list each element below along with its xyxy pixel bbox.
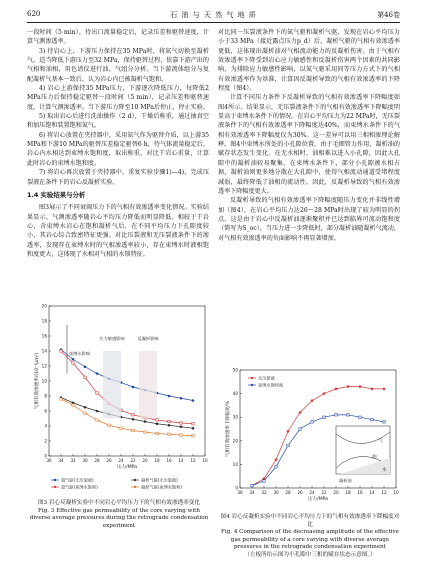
data-point [72,404,74,406]
figure-3-caption [27,500,211,530]
data-point [311,399,314,402]
y-tick-label: 12 [41,363,47,369]
data-point [132,418,135,421]
y-tick-label: 2 [44,438,47,444]
x-tick-label: 36 [46,458,52,463]
x-tick-label: 16 [357,490,363,495]
right-column [218,28,400,243]
data-point [168,420,170,422]
legend-marker [134,479,136,481]
legend-marker [251,377,253,379]
data-point [347,385,350,388]
data-point [371,388,374,391]
paragraph: 6) 将岩心放置在夹持器中，采用氮气作为驱替介质，以上游35 MPa和下游10 MPa的驱替压差稳定驱替6 h，待气体流量稳定后，岩心内水相达到束缚水饱和度，取出称重，对比干岩心重量，计算此时岩心的束缚水饱和度。 [27,131,209,167]
x-tick-label: 34 [58,458,64,463]
x-tick-label: 14 [178,458,184,463]
data-point [132,429,134,431]
x-tick-label: 28 [285,490,291,495]
data-point [359,385,362,388]
x-tick-label: 14 [369,490,375,495]
y-tick-label: 0 [44,453,47,459]
data-point [156,422,159,425]
y-tick-label: 14 [41,348,47,354]
paragraph: 对比同一压裂液条件下的氮气驱和凝析气驱，发现在岩心平均压力小于33 MPa（接近露点压力p_d）后，凝析气驱的气相有效渗透率更低，这体现出凝析油对气相流动能力的反凝析伤害。由于气相有效渗透率下降受到岩心应力敏感性和反凝析伤害两个因素的共同影响，为排除应力敏感性影响，以氮气驱采用同等压力方式下的气相有效渗透率作为基准，计算因反凝析导致的气相有效渗透率的下降程度（图4）。 [218,29,400,93]
data-point [371,418,373,420]
data-point [180,422,182,424]
data-point [156,419,158,421]
legend-label: 氮气驱(束缚水饱和) [61,484,98,490]
annotation-band [103,351,121,419]
figure-4-chart [218,364,402,514]
page-header [27,10,400,22]
data-point [335,414,337,416]
inset-label-gas: 气 [378,439,383,444]
data-point [180,397,183,400]
data-point [287,430,290,433]
volume-label: 第46卷 [377,11,400,19]
x-tick-label: 20 [333,490,339,495]
data-point [383,388,386,391]
paragraph: 图3展示了不同衰竭压力下的气相有效渗透率变化情况。实验结果显示，气测渗透率随岩心平均压力降低而明显降低。相较于干岩心，含束缚水岩心在饱和凝析气后，在不同平均压力下孔隙度较小，其岩心综合致密特征更强。对比压裂液和无压裂液条件下的渗透率，发现存在束缚水时的气相渗透率较小，存在束缚水时液相饱和度更大，这体现了水相对气相的水锁特征。 [27,204,209,258]
paragraph: 7) 将岩心再次放置于夹持器中，重复实验步骤1)—4)，完成压裂液在条件下的岩心反凝析实验。 [27,169,209,186]
data-point [60,398,62,400]
legend-marker [54,486,56,488]
y-axis-label: 气相有效渗透率/(10⁻³μm²) [35,352,40,410]
y-tick-label: 40 [232,391,238,397]
data-point [263,480,265,482]
figure-4-note: （左板所给示图为小孔隙中三相的赋存状态示意图。） [244,551,376,558]
data-point [180,425,183,428]
data-point [96,392,98,394]
data-point [84,406,87,409]
legend-label: 凝析气驱(束缚水饱和) [141,484,182,490]
data-point [323,416,325,418]
x-tick-label: 16 [166,458,172,463]
data-point [168,424,171,427]
annotation-band [139,351,157,419]
y-tick-label: 20 [41,303,47,309]
x-tick-label: 12 [190,458,196,463]
data-point [192,435,194,437]
series-line [61,351,193,424]
data-point [192,423,194,425]
data-point [84,412,86,414]
x-tick-label: 32 [70,458,76,463]
page-number: 620 [27,10,41,18]
figure-3-caption-cn: 图3 岩心反凝析实验中不同岩心平均压力下的气相有效渗透率变化 [38,500,200,506]
y-tick-label: 30 [232,414,238,420]
header-rule [27,22,400,23]
left-column [27,28,209,259]
annotation-label: 应力敏感影响 [99,335,125,341]
x-tick-label: 18 [345,490,351,495]
figure-4-caption-en: Fig. 4 Comparison of the decreasing amplitude of the effective gas permeability of a core varying with diverse average pressures in the retrograde condensation experiment [221,529,399,551]
x-tick-label: 20 [142,458,148,463]
figure-3-caption-en: Fig. 3 Effective gas permeability of the core varying with diverse average pressures during the retrograde condensation experiment [29,507,209,529]
x-axis-label: 压力/MPa [116,465,138,470]
data-point [347,414,349,416]
y-tick-label: 20 [232,438,238,444]
data-point [251,484,253,486]
legend-marker [54,479,56,481]
series-line [61,398,193,429]
legend-label: 凝析气驱(无压裂液) [141,477,178,483]
data-point [96,419,98,421]
data-point [168,395,171,398]
figure-3-chart [27,300,211,500]
data-point [84,376,86,378]
y-tick-label: 50 [232,367,238,373]
section-title: 1.4 实验结果与分析 [27,190,86,199]
data-point [96,372,99,375]
data-point [96,410,99,413]
data-point [299,411,302,414]
legend-marker [134,486,136,488]
x-axis-label: 压力/MPa [307,497,329,502]
data-point [192,427,195,430]
x-tick-label: 30 [273,490,279,495]
x-tick-label: 34 [249,490,255,495]
data-point [156,432,158,434]
data-point [180,434,182,436]
y-axis-label: 气相有效渗透率下降幅度/% [226,400,231,458]
data-point [132,414,134,416]
x-tick-label: 36 [237,490,243,495]
series-line [61,350,193,401]
data-point [84,365,87,368]
y-tick-label: 16 [41,333,47,339]
annotation-label: 反凝析影响 [137,335,159,341]
x-tick-label: 24 [309,490,315,495]
y-tick-label: 8 [44,393,47,399]
y-tick-label: 18 [41,318,47,324]
data-point [359,416,361,418]
data-point [144,420,147,423]
x-tick-label: 10 [393,490,399,495]
annotation-label: 束缚水影响 [69,350,90,356]
series-line [61,399,193,436]
paragraph: 计算不同压力条件下反凝析导致的气相有效渗透率下降幅度如图4所示。结果显示，无压裂液条件下的气相有效渗透率下降幅度明显高于束缚水条件下的情况。在岩心平均压力为22 MPa时，无压裂液条件下的气相有效渗透率下降幅度达40%，而束缚水条件下的气相有效渗透率下降幅度仅为30%。这一差异可以用三相相渗理论解释。图4中束缚水所处的小孔隙位置，由于毛细管力作用，凝析油的赋存状态发生变化。在无水相时，油相难以进入小孔隙，因此大孔隙中的凝析油较易聚集，在束缚水条件下，部分小孔隙被水相占据，凝析油则更多地分散在大孔隙中，使得气相流动通道受堵程度减弱，最终降低了油相的流动性。因此，反凝析导致的气相有效渗透率下降幅度更大。 [218,94,400,195]
legend-label: 无压裂液 [258,375,275,381]
data-point [132,386,135,389]
paragraph: 一段时间（5 min），待出口流量稳定后，记录压差和驱替速度，计算气测渗透率。 [27,29,209,46]
x-tick-label: 28 [94,458,100,463]
data-point [275,458,278,461]
data-point [72,358,75,361]
x-tick-label: 26 [297,490,303,495]
inset-label-oil: 油 [372,455,377,460]
x-tick-label: 18 [154,458,160,463]
x-tick-label: 10 [202,458,208,463]
data-point [72,362,74,364]
figure-4-caption [218,514,402,560]
x-tick-label: 26 [106,458,112,463]
y-tick-label: 4 [44,423,47,429]
y-tick-label: 10 [41,378,47,384]
data-point [144,431,146,433]
legend-label: 氮气驱(无压裂液) [61,477,94,483]
paragraph: 3) 待岩心上、下游压力保持在35 MPa时，将氮气切换至凝析气。适当降低下游压力至32 MPa，保持驱替过程，依靠下游产出的气相和油相，用色谱仪进行油、气组分分析。当下游流体组分与复配凝析气基本一致后，认为岩心内已被凝析气饱和。 [27,47,209,83]
x-tick-label: 22 [130,458,136,463]
y-tick-label: 10 [232,461,238,467]
x-tick-label: 12 [381,490,387,495]
x-tick-label: 30 [82,458,88,463]
figure-4-caption-cn: 图4 岩心反凝析实验中不同岩心平均压力下的气相有效渗透率下降幅度对比 [220,514,400,528]
data-point [311,421,313,423]
data-point [120,427,122,429]
data-point [287,444,289,446]
inset-label-water: 水 [382,468,387,473]
y-tick-label: 6 [44,408,47,414]
legend-marker [251,384,253,386]
data-point [168,433,170,435]
legend-label: 束缚水饱和液 [258,382,284,388]
y-tick-label: 0 [235,485,238,491]
data-point [275,466,277,468]
data-point [108,424,110,426]
x-tick-label: 24 [118,458,124,463]
paragraph: 5) 取出岩心后进行洗油操作（2 d），干燥后称重，通过抽真空和加压饱和装置饱和氮气。 [27,113,209,130]
x-tick-label: 32 [261,490,267,495]
data-point [335,388,338,391]
x-tick-label: 22 [321,490,327,495]
data-point [192,399,195,402]
data-point [60,350,62,352]
paragraph: 4) 岩心上游保持35 MPa压力，下游逐次降低压力，每降低2 MPa压力后保持稳定驱替一段时间（5 min），记录压差和驱替速度，计算气测渗透率。当下游压力降至10 MPa后停止，停止实验。 [27,85,209,111]
journal-title: 石 油 与 天 然 气 地 质 [170,11,257,19]
data-point [383,421,385,423]
data-point [299,428,301,430]
inset-axis-label: 凝析油 [339,478,352,483]
paragraph: 反凝析导致的气相有效渗透率下降幅度随压力变化并非线性增加（图4），在岩心平均压力达26～28 MPa时出现了较为明显的拐点。这是由于岩心中反凝析油逐渐聚积并已达到临界可流动饱和度（简写为S_oc），当压力进一步降低时，部分凝析油随凝析气流动，对气相有效渗透率的负面影响不再显著增加。 [218,197,400,242]
data-point [323,392,326,395]
